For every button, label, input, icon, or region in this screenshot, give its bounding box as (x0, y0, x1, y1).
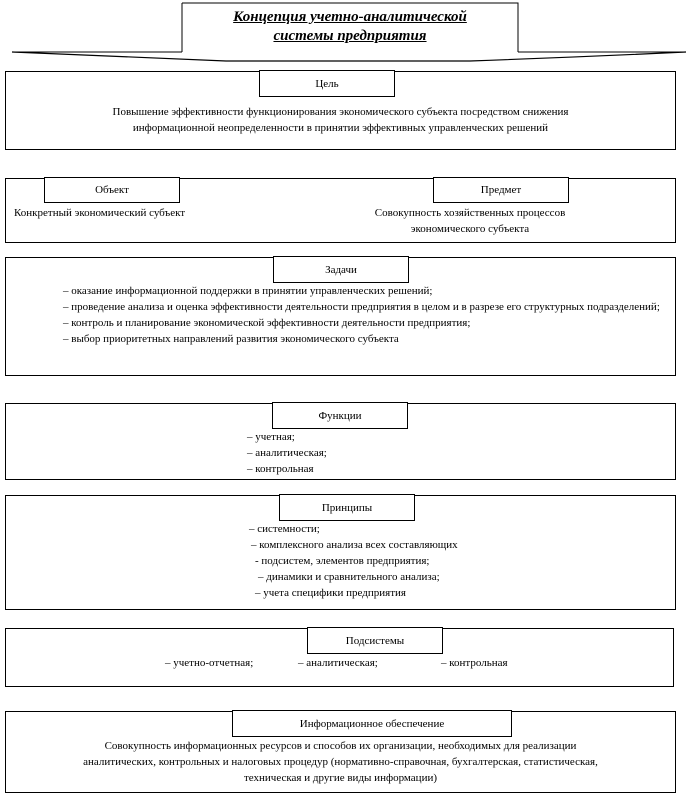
functions-label: Функции (272, 402, 408, 429)
info-line-2: аналитических, контрольных и налоговых процедур (нормативно-справочная, бухгалтерская, статистическая, (83, 756, 598, 768)
info-line-3: техническая и другие виды информации) (243, 772, 438, 784)
subject-text (330, 205, 610, 237)
task-item: – оказание информационной поддержки в принятии управленческих решений; (63, 285, 433, 297)
principles-label: Принципы (279, 494, 415, 521)
title-line-2: системы предприятия (273, 28, 427, 44)
task-item: – выбор приоритетных направлений развития экономического субъекта (63, 333, 399, 345)
info-label: Информационное обеспечение (232, 710, 512, 737)
functions-list (247, 429, 327, 477)
goal-line-1: Повышение эффективности функционирования экономического субъекта посредством снижения (112, 106, 569, 118)
task-item: – проведение анализа и оценка эффективности деятельности предприятия в целом и в разрезе его структурных подразделений; (63, 301, 660, 313)
goal-text (10, 104, 671, 136)
info-line-1: Совокупность информационных ресурсов и способов их организации, необходимых для реализации (104, 740, 577, 752)
tasks-label: Задачи (273, 256, 409, 283)
subject-line-2: экономического субъекта (410, 223, 530, 235)
object-text: Конкретный экономический субъект (14, 207, 186, 219)
principle-item: - подсистем, элементов предприятия; (255, 555, 430, 567)
subsystem-item: – контрольная (441, 657, 508, 669)
task-item: – контроль и планирование экономической эффективности деятельности предприятия; (63, 317, 471, 329)
object-label: Объект (44, 177, 180, 203)
goal-label: Цель (259, 70, 395, 97)
principle-item: – динамики и сравнительного анализа; (258, 571, 440, 583)
tasks-list (63, 283, 666, 347)
title-line-1: Концепция учетно-аналитической (233, 9, 467, 25)
subject-label: Предмет (433, 177, 569, 203)
subject-line-1: Совокупность хозяйственных процессов (374, 207, 566, 219)
diagram-title (182, 8, 518, 46)
principles-list (249, 521, 458, 601)
principle-item: – комплексного анализа всех составляющих (251, 539, 458, 551)
principle-item: – учета специфики предприятия (255, 587, 406, 599)
function-item: – контрольная (247, 463, 314, 475)
subsystem-item: – учетно-отчетная; (165, 657, 254, 669)
goal-line-2: информационной неопределенности в принятии эффективных управленческих решений (132, 122, 549, 134)
function-item: – аналитическая; (247, 447, 327, 459)
function-item: – учетная; (247, 431, 295, 443)
subsystems-label: Подсистемы (307, 627, 443, 654)
info-text (8, 738, 673, 786)
subsystem-item: – аналитическая; (298, 657, 378, 669)
principle-item: – системности; (249, 523, 320, 535)
